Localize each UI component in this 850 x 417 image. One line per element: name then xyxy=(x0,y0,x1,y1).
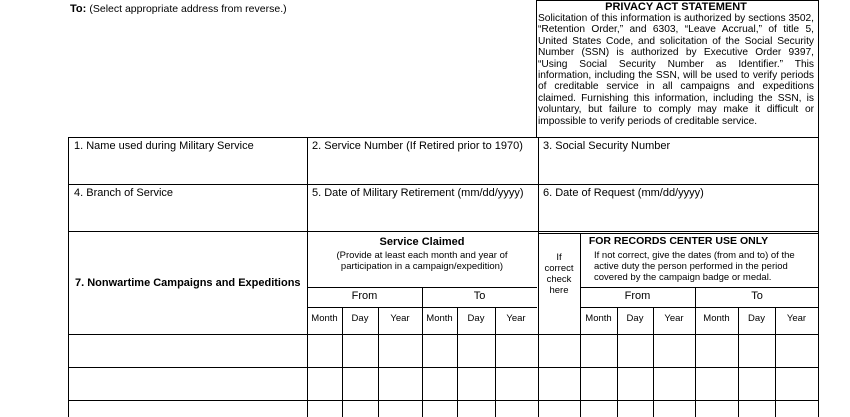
to-month-field[interactable] xyxy=(423,336,456,366)
col-rc-to-month: Month xyxy=(703,313,730,324)
correct-check-field[interactable] xyxy=(539,369,579,399)
col-rc-from-month: Month xyxy=(585,313,612,324)
service-claimed-note-1: (Provide at least each month and year of xyxy=(336,250,508,261)
check-note-3: check xyxy=(546,274,572,285)
records-center-note-1: If not correct, give the dates (from and to) of the xyxy=(594,250,795,261)
col-rc-from-day: Day xyxy=(626,313,644,324)
to-year-field[interactable] xyxy=(496,369,536,399)
to-day-field[interactable] xyxy=(458,336,494,366)
records-center-note-2: active duty the person performed in the period xyxy=(594,261,788,272)
request-date-label: 6. Date of Request (mm/dd/yyyy) xyxy=(543,187,704,199)
from-day-field[interactable] xyxy=(343,336,377,366)
records-center-from: From xyxy=(624,290,651,302)
branch-field[interactable] xyxy=(70,203,306,229)
col-rc-from-year: Year xyxy=(664,313,684,324)
service-claimed-to: To xyxy=(473,290,486,302)
to-line xyxy=(70,3,287,16)
campaign-name-field[interactable] xyxy=(70,369,306,399)
col-from-day: Day xyxy=(351,313,369,324)
from-month-field[interactable] xyxy=(308,369,341,399)
name-label: 1. Name used during Military Service xyxy=(74,140,254,152)
col-rc-to-day: Day xyxy=(748,313,765,324)
records-center-title: FOR RECORDS CENTER USE ONLY xyxy=(588,235,769,247)
request-date-field[interactable] xyxy=(540,203,817,229)
ssn-field[interactable] xyxy=(540,156,817,182)
to-day-field[interactable] xyxy=(458,369,494,399)
check-note-1: If xyxy=(556,252,562,263)
branch-label: 4. Branch of Service xyxy=(74,187,174,199)
service-claimed-from: From xyxy=(351,290,378,302)
from-year-field[interactable] xyxy=(379,369,421,399)
retirement-date-label: 5. Date of Military Retirement (mm/dd/yyyy) xyxy=(312,187,524,199)
privacy-title: PRIVACY ACT STATEMENT xyxy=(605,1,747,13)
from-day-field[interactable] xyxy=(343,369,377,399)
to-year-field[interactable] xyxy=(496,336,536,366)
col-to-day: Day xyxy=(467,313,485,324)
correct-check-field[interactable] xyxy=(539,336,579,366)
col-to-year: Year xyxy=(506,313,526,324)
name-field[interactable] xyxy=(70,156,306,182)
campaigns-label: 7. Nonwartime Campaigns and Expeditions xyxy=(75,277,301,289)
to-label: To: xyxy=(70,3,87,15)
service-claimed-title: Service Claimed xyxy=(379,236,465,248)
from-year-field[interactable] xyxy=(379,336,421,366)
to-month-field[interactable] xyxy=(423,369,456,399)
privacy-body: Solicitation of this information is authorized by sections 3502, “Retention Order,” and 6303, “Leave Accrual,” of title 5, United States Code, and solicitation of the Social Security Number (SSN) is authorized by Executive Order 9397, “Using Social Security Number as Identifier.” This information, including the SSN, will be used to verify periods of creditable service in all campaigns and expeditions claimed. Furnishing this information, including the SSN, is voluntary, but failure to comply may make it difficult or impossible to verify periods of creditable service. xyxy=(538,13,814,127)
service-number-field[interactable] xyxy=(309,156,537,182)
col-rc-to-year: Year xyxy=(786,313,807,324)
service-number-label: 2. Service Number (If Retired prior to 1970) xyxy=(312,140,523,152)
check-note-2: correct xyxy=(544,263,574,274)
records-center-to: To xyxy=(751,290,763,302)
col-from-year: Year xyxy=(390,313,410,324)
service-claimed-note-2: participation in a campaign/expedition) xyxy=(340,261,504,272)
col-to-month: Month xyxy=(426,313,453,324)
campaign-name-field[interactable] xyxy=(70,336,306,366)
from-month-field[interactable] xyxy=(308,336,341,366)
to-hint: (Select appropriate address from reverse.) xyxy=(89,3,287,15)
ssn-label: 3. Social Security Number xyxy=(543,140,671,152)
col-from-month: Month xyxy=(311,313,338,324)
to-address-field[interactable] xyxy=(70,18,532,133)
check-note-4: here xyxy=(549,285,569,296)
records-center-note-3: covered by the campaign badge or medal. xyxy=(594,272,772,283)
retirement-date-field[interactable] xyxy=(309,203,537,229)
